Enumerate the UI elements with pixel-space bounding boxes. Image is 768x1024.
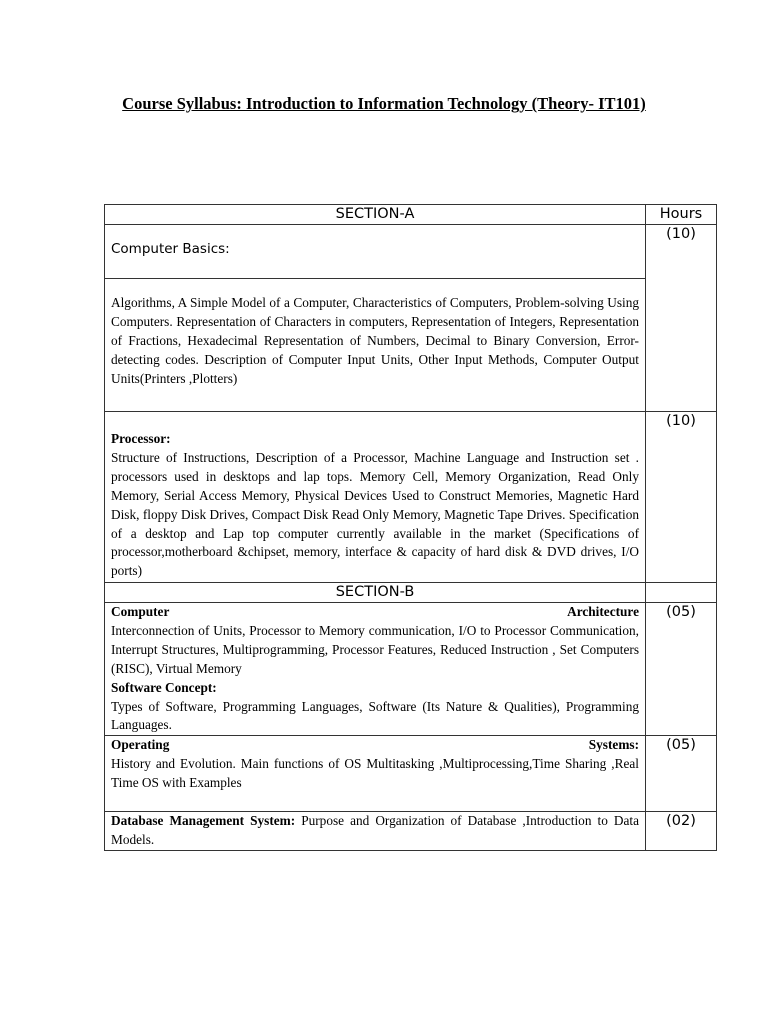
- processor-heading: Processor:: [111, 431, 171, 446]
- software-concept-body: Types of Software, Programming Languages, Software (Its Nature & Qualities), Programming Languages.: [111, 698, 639, 733]
- computer-basics-heading: Computer Basics:: [111, 241, 230, 257]
- computer-basics-hours: (10): [646, 225, 717, 412]
- topic-row-database-management: [105, 812, 717, 851]
- operating-systems-hours: (05): [646, 736, 717, 812]
- software-concept-heading: Software Concept:: [111, 679, 217, 695]
- computer-architecture-heading-left: Computer: [111, 604, 170, 619]
- operating-systems-cell: [105, 736, 646, 812]
- operating-systems-heading-left: Operating: [111, 737, 170, 753]
- operating-systems-heading: [111, 736, 639, 755]
- computer-architecture-body: Interconnection of Units, Processor to Memory communication, I/O to Processor Communication, Interrupt Structures, Multiprogramming, Processor Features, Reduced Instruction , Set Computers (RISC), Virtual Memory: [111, 622, 639, 676]
- topic-row-computer-architecture: [105, 603, 717, 736]
- processor-cell: [105, 412, 646, 583]
- hours-header: Hours: [646, 205, 717, 225]
- topic-row-processor: [105, 412, 717, 583]
- processor-hours: (10): [646, 412, 717, 583]
- computer-architecture-cell: [105, 603, 646, 736]
- computer-architecture-hours: (05): [646, 603, 717, 736]
- database-management-heading: Database Management System:: [111, 813, 296, 829]
- section-b-header-row: [105, 583, 717, 603]
- database-management-cell: [105, 812, 646, 851]
- topic-row-operating-systems: [105, 736, 717, 812]
- processor-body: Structure of Instructions, Description of a Processor, Machine Language and Instruction set . processors used in desktops and lap tops. Memory Cell, Memory Organization, Read Only Memory, Serial Access Memory, Physical Devices Used to Construct Memories, Magnetic Hard Disk, floppy Disk Drives, Compact Disk Read Only Memory, Magnetic Tape Drives. Specification of a desktop and Lap top computer currently available in the market (Specifications of processor,motherboard &chipset, memory, interface & capacity of hard disk & DVD drives, I/O ports): [111, 449, 639, 579]
- computer-basics-cell: [105, 225, 646, 412]
- document-title: Course Syllabus: Introduction to Information Technology (Theory- IT101): [122, 94, 646, 113]
- computer-basics-heading-box: [105, 241, 645, 279]
- syllabus-table: [104, 204, 717, 851]
- database-management-hours: (02): [646, 812, 717, 851]
- section-a-label: SECTION-A: [105, 205, 646, 225]
- section-b-hours-blank: [646, 583, 717, 603]
- computer-architecture-heading: [111, 603, 639, 622]
- operating-systems-heading-right: Systems:: [588, 737, 639, 753]
- section-b-label: SECTION-B: [105, 583, 646, 603]
- computer-basics-body: Algorithms, A Simple Model of a Computer, Characteristics of Computers, Problem-solving Using Computers. Representation of Characters in computers, Representation of Integers, Representation of Fractions, Hexadecimal Representation of Numbers, Decimal to Binary Conversion, Error-detecting codes. Description of Computer Input Units, Other Input Methods, Computer Output Units(Printers ,Plotters): [111, 295, 639, 386]
- topic-row-computer-basics: [105, 225, 717, 412]
- database-management-text: [111, 812, 639, 850]
- section-a-header-row: [105, 205, 717, 225]
- database-management-body: Purpose and Organization of Database ,Introduction to Data Models.: [111, 813, 639, 848]
- computer-architecture-heading-right: Architecture: [567, 604, 639, 619]
- operating-systems-body: History and Evolution. Main functions of OS Multitasking ,Multiprocessing,Time Sharing ,Real Time OS with Examples: [111, 756, 639, 791]
